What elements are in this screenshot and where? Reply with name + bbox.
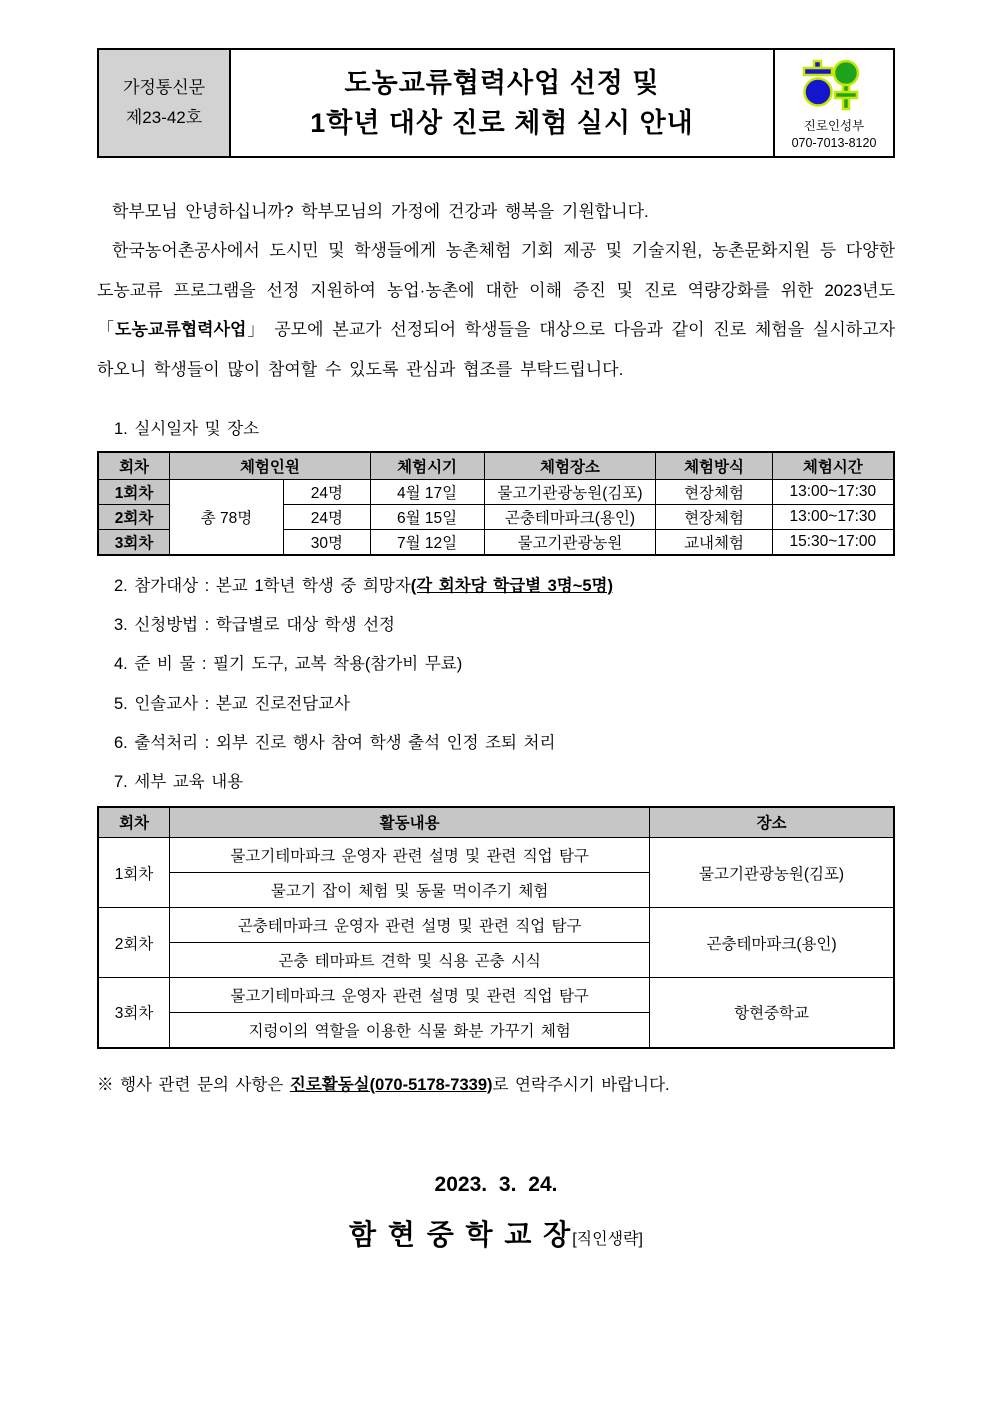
schedule-table <box>97 451 895 556</box>
col-header-people: 체험인원 <box>170 452 371 479</box>
doc-title <box>231 50 773 156</box>
col-header-place: 체험장소 <box>484 452 656 479</box>
place-cell: 항현중학교 <box>650 978 894 1048</box>
place-cell: 물고기관광농원(김포) <box>650 838 894 908</box>
time-cell: 13:00~17:30 <box>772 504 894 529</box>
table-row <box>98 908 894 943</box>
table-row <box>98 479 894 504</box>
table-row <box>98 978 894 1013</box>
department-phone: 070-7013-8120 <box>791 135 877 150</box>
doc-title-line2: 1학년 대상 진로 체험 실시 안내 <box>310 108 694 138</box>
activity-cell: 물고기 잡이 체험 및 동물 먹이주기 체험 <box>170 873 650 908</box>
list-item-text: 6. 출석처리 : 외부 진로 행사 참여 학생 출석 인정 조퇴 처리 <box>114 733 556 752</box>
greeting-paragraph <box>97 192 895 231</box>
round-label: 2회차 <box>98 504 170 529</box>
place-cell: 물고기관광농원 <box>484 529 656 555</box>
body-paragraph <box>97 231 895 389</box>
list-item-text: 3. 신청방법 : 학급별로 대상 학생 선정 <box>114 616 395 634</box>
col-header-place: 장소 <box>650 807 894 838</box>
doc-contact-box <box>773 50 893 156</box>
stamp-omitted-note: [직인생략] <box>572 1230 643 1248</box>
list-item-details-heading <box>97 774 895 791</box>
date-cell: 4월 17일 <box>370 479 484 504</box>
detail-header-row <box>98 807 894 838</box>
round-label: 2회차 <box>98 908 170 978</box>
footnote-phone: 진로활동실(070-5178-7339) <box>289 1075 493 1094</box>
date-cell: 6월 15일 <box>370 504 484 529</box>
col-header-time: 체험시간 <box>772 452 894 479</box>
doc-label: 가정통신문 <box>122 78 206 98</box>
footnote-text-post: 로 연락주시기 바랍니다. <box>492 1075 670 1094</box>
closing-date: 2023. 3. 24. <box>434 1172 558 1196</box>
table-row <box>98 838 894 873</box>
list-item-text: 2. 참가대상 : 본교 1학년 학생 중 희망자 <box>114 576 411 595</box>
count-cell: 30명 <box>283 529 370 555</box>
greeting-text: 학부모님 안녕하십니까? 학부모님의 가정에 건강과 행복을 기원합니다. <box>112 202 649 221</box>
intro-section <box>97 192 895 389</box>
doc-title-line1: 도농교류협력사업 선정 및 <box>344 67 660 98</box>
list-item-participants <box>97 578 895 595</box>
activity-cell: 곤충 테마파트 견학 및 식용 곤충 시식 <box>170 943 650 978</box>
list-item-emphasis: (각 회차당 학급별 3명~5명) <box>410 576 613 595</box>
time-cell: 13:00~17:30 <box>772 479 894 504</box>
col-header-method: 체험방식 <box>656 452 772 479</box>
school-logo-icon <box>801 59 867 113</box>
total-people-cell: 총 78명 <box>170 479 284 555</box>
signer-name: 함 현 중 학 교 장 <box>349 1218 573 1250</box>
body-text-post: 」 공모에 본교가 선정되어 학생들을 대상으로 다음과 같이 진로 체험을 실시하고자 하오니 학생들이 많이 참여할 수 있도록 관심과 협조를 부탁드립니다. <box>97 320 896 379</box>
body-text-bold: 도농교류협력사업 <box>115 320 247 340</box>
contact-footnote <box>97 1071 895 1095</box>
list-item-teacher <box>97 696 895 713</box>
closing-signature <box>97 1213 895 1253</box>
activity-cell: 지렁이의 역할을 이용한 식물 화분 가꾸기 체험 <box>170 1013 650 1048</box>
place-cell: 물고기관광농원(김포) <box>484 479 656 504</box>
round-label: 1회차 <box>98 479 170 504</box>
method-cell: 현장체험 <box>656 479 772 504</box>
footnote-text-pre: ※ 행사 관련 문의 사항은 <box>97 1075 290 1094</box>
col-header-round: 회차 <box>98 452 170 479</box>
doc-number: 제23-42호 <box>125 108 203 127</box>
list-item-application <box>97 617 895 634</box>
list-item-text: 4. 준 비 물 : 필기 도구, 교복 착용(참가비 무료) <box>114 655 463 674</box>
place-cell: 곤충테마파크(용인) <box>650 908 894 978</box>
list-item-text: 5. 인솔교사 : 본교 진로전담교사 <box>114 694 350 713</box>
schedule-section-heading: 1. 실시일자 및 장소 <box>114 420 260 439</box>
col-header-date: 체험시기 <box>370 452 484 479</box>
round-label: 1회차 <box>98 838 170 908</box>
department-name: 진로인성부 <box>803 118 865 133</box>
col-header-activity: 활동내용 <box>170 807 650 838</box>
activity-cell: 물고기테마파크 운영자 관련 설명 및 관련 직업 탐구 <box>170 838 650 873</box>
count-cell: 24명 <box>283 504 370 529</box>
place-cell: 곤충테마파크(용인) <box>484 504 656 529</box>
activity-cell: 물고기테마파크 운영자 관련 설명 및 관련 직업 탐구 <box>170 978 650 1013</box>
method-cell: 현장체험 <box>656 504 772 529</box>
method-cell: 교내체험 <box>656 529 772 555</box>
date-cell: 7월 12일 <box>370 529 484 555</box>
document-header <box>97 48 895 158</box>
count-cell: 24명 <box>283 479 370 504</box>
list-item-attendance <box>97 735 895 752</box>
col-header-round: 회차 <box>98 807 170 838</box>
time-cell: 15:30~17:00 <box>772 529 894 555</box>
activity-cell: 곤충테마파크 운영자 관련 설명 및 관련 직업 탐구 <box>170 908 650 943</box>
round-label: 3회차 <box>98 529 170 555</box>
schedule-header-row <box>98 452 894 479</box>
detail-table <box>97 806 895 1049</box>
doc-id-box <box>99 50 231 156</box>
body-text-pre: 한국농어촌공사에서 도시민 및 학생들에게 농촌체험 기회 제공 및 기술지원, 농촌문화지원 등 다양한 도농교류 프로그램을 선정 지원하여 농업·농촌에 대한 이해 증진 및 진로 역량강화를 위한 2023년도 「 <box>97 241 895 340</box>
round-label: 3회차 <box>98 978 170 1048</box>
list-item-text: 7. 세부 교육 내용 <box>114 773 244 792</box>
list-item-supplies <box>97 656 895 673</box>
